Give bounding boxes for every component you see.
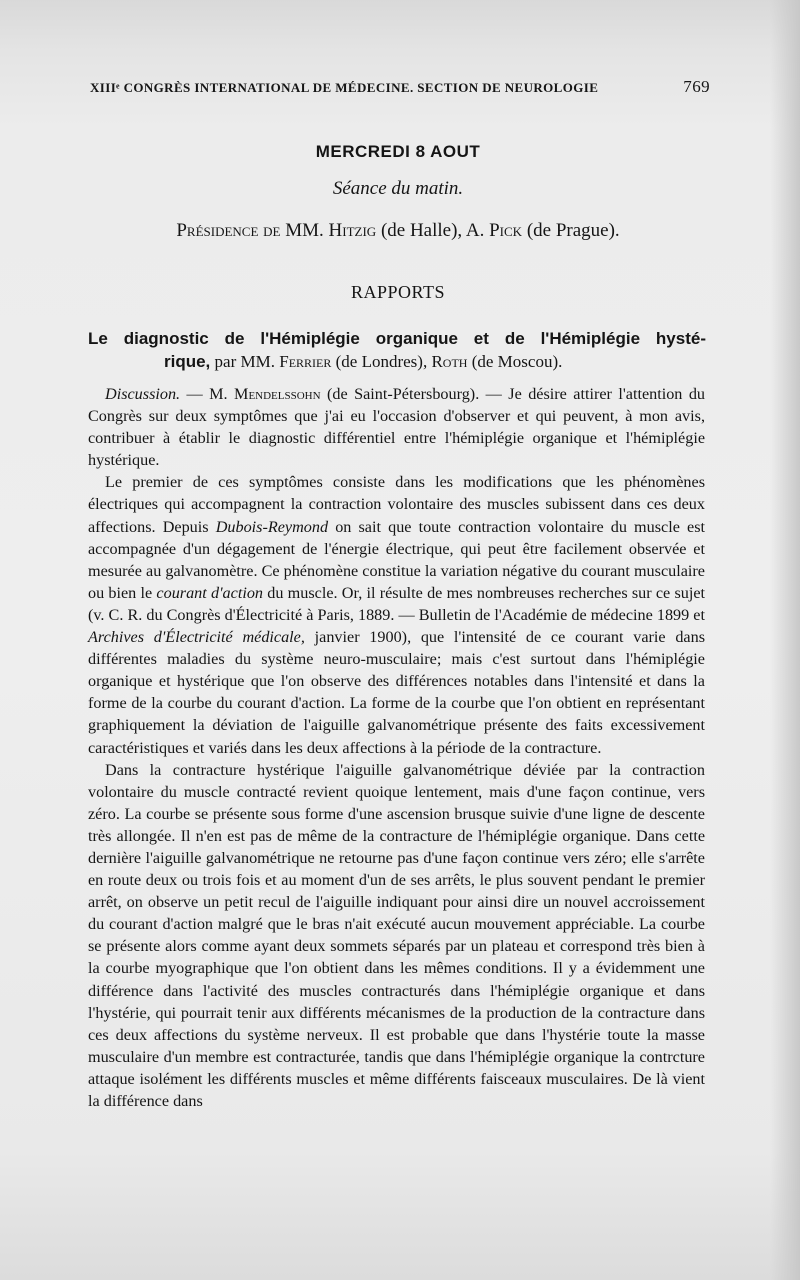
term-courant-action: courant d'action: [156, 583, 264, 602]
president-hitzig-place: (de Halle), A.: [380, 220, 485, 241]
president-pick-place: (de Prague).: [526, 220, 620, 241]
author-ferrier-place: (de Londres),: [335, 352, 428, 371]
discussion-label: Discussion.: [105, 385, 181, 403]
section-title: RAPPORTS: [351, 282, 445, 302]
session-time: Séance du matin.: [332, 178, 464, 199]
author-roth: Roth: [431, 352, 468, 371]
paragraph-2-part-d: janvier 1900), que l'intensité de ce courant varie dans différentes maladies du système neuro-musculaire; mais c'est surtout dans l'hémiplégie organique et hystérique que l'on observe des différences notables dans l'intensité et dans la forme de la courbe du courant d'action. La forme de la courbe que l'on obtient en représentant graphiquement la déviation de l'aiguille galvanométrique présente des faits excessivement caractéristiques et variés dans les deux affections à la période de la contracture.: [88, 628, 705, 757]
paragraph-1-text: (de Saint-Pétersbourg). — Je désire attirer l'attention du Congrès sur deux symptômes que j'ai eu l'occasion d'observer et qui peuvent, à mon avis, contribuer à établir le diagnostic différentiel entre l'hémiplégie organique et l'hémiplégie hystérique.: [88, 385, 706, 470]
page-number: 769: [683, 77, 710, 96]
paragraph-3: Dans la contracture hystérique l'aiguille galvanométrique déviée par la contraction volontaire du muscle contracté revient quoique lentement, mais d'une façon continue, vers zéro. La courbe se présente sous forme d'une ascension brusque suivie d'une ligne de descente très allongée. Il n'en est pas de même de la contracture de l'hémiplégie organique. Dans cette dernière l'aiguille galvanométrique ne retourne pas d'une façon continue vers zéro; elle s'arrête en route deux ou trois fois et au moment d'un de ses arrêts, le plus souvent pendant le premier arrêt, on observe un petit recul de l'aiguille indiquant pour ainsi dire un nouvel accroissement du courant d'action malgré que le bras n'ait exécuté aucun mouvement appréciable. La courbe se présente alors comme ayant deux sommets séparés par un plateau et correspond très bien à la courbe myographique que l'on obtient dans les mêmes conditions. Il y a évidemment une différence dans l'activité des muscles contracturés dans l'hémiplégie organique et dans l'hystérie, qui pourrait tenir aux différents mécanismes de la production de la contracture dans ces deux affections du système nerveux. Il est probable que dans l'hystérie toute la masse musculaire d'un membre est contracturée, tandis que dans l'hémiplégie organique la contrcture attaque isolément les différents muscles et même différents faisceaux musculaires. De là vient la différence dans: [88, 760, 705, 1110]
report-authors-prefix: par MM.: [214, 352, 275, 371]
president-pick: Pick: [489, 220, 523, 241]
report-title-word: rique,: [164, 352, 211, 371]
presidence-line: [88, 220, 708, 242]
speaker-name: Mendelssohn: [234, 385, 321, 403]
running-title: XIIIᵉ CONGRÈS INTERNATIONAL DE MÉDECINE. SECTION DE NEUROLOGIE: [90, 80, 599, 95]
paragraph-discussion: [88, 383, 705, 471]
author-ferrier: Ferrier: [279, 352, 332, 371]
report-title-line1: Le diagnostic de l'Hémiplégie organique et de l'Hémiplégie hysté-: [88, 329, 706, 348]
paragraph-2-part-a: Le premier de ces symptômes consiste dans les modifications que les phénomènes électriques qui accompagnent la contraction volontaire des muscles subissent dans ces deux affections. Depuis: [88, 473, 705, 536]
presidence-label: Présidence de: [176, 220, 281, 241]
citation-dubois-reymond: Dubois-Reymond: [215, 517, 329, 536]
report-title: [88, 327, 706, 373]
running-header: [90, 77, 710, 96]
paragraph-2: [88, 471, 705, 758]
paragraph-2-part-c: du muscle. Or, il résulte de mes nombreuses recherches sur ce sujet (v. C. R. du Congrès d'Électricité à Paris, 1889. — Bulletin de l'Académie de médecine 1899 et: [88, 583, 706, 624]
president-hitzig: Hitzig: [328, 220, 377, 241]
author-roth-place: (de Moscou).: [471, 352, 563, 371]
citation-archives: Archives d'Électricité médicale,: [88, 628, 305, 647]
body-text: [88, 383, 705, 1112]
presidence-mm: MM.: [285, 220, 324, 241]
speaker-prefix: — M.: [186, 385, 228, 403]
report-title-line2: [88, 350, 706, 373]
paragraph-2-part-b: on sait que toute contraction volontaire du muscle est accompagnée d'un dégagement de l'énergie électrique, qui peut être facilement observée et mesurée au galvanomètre. Ce phénomène constitue la variation négative du courant musculaire ou bien le: [88, 517, 706, 602]
session-day: MERCREDI 8 AOUT: [315, 142, 481, 161]
